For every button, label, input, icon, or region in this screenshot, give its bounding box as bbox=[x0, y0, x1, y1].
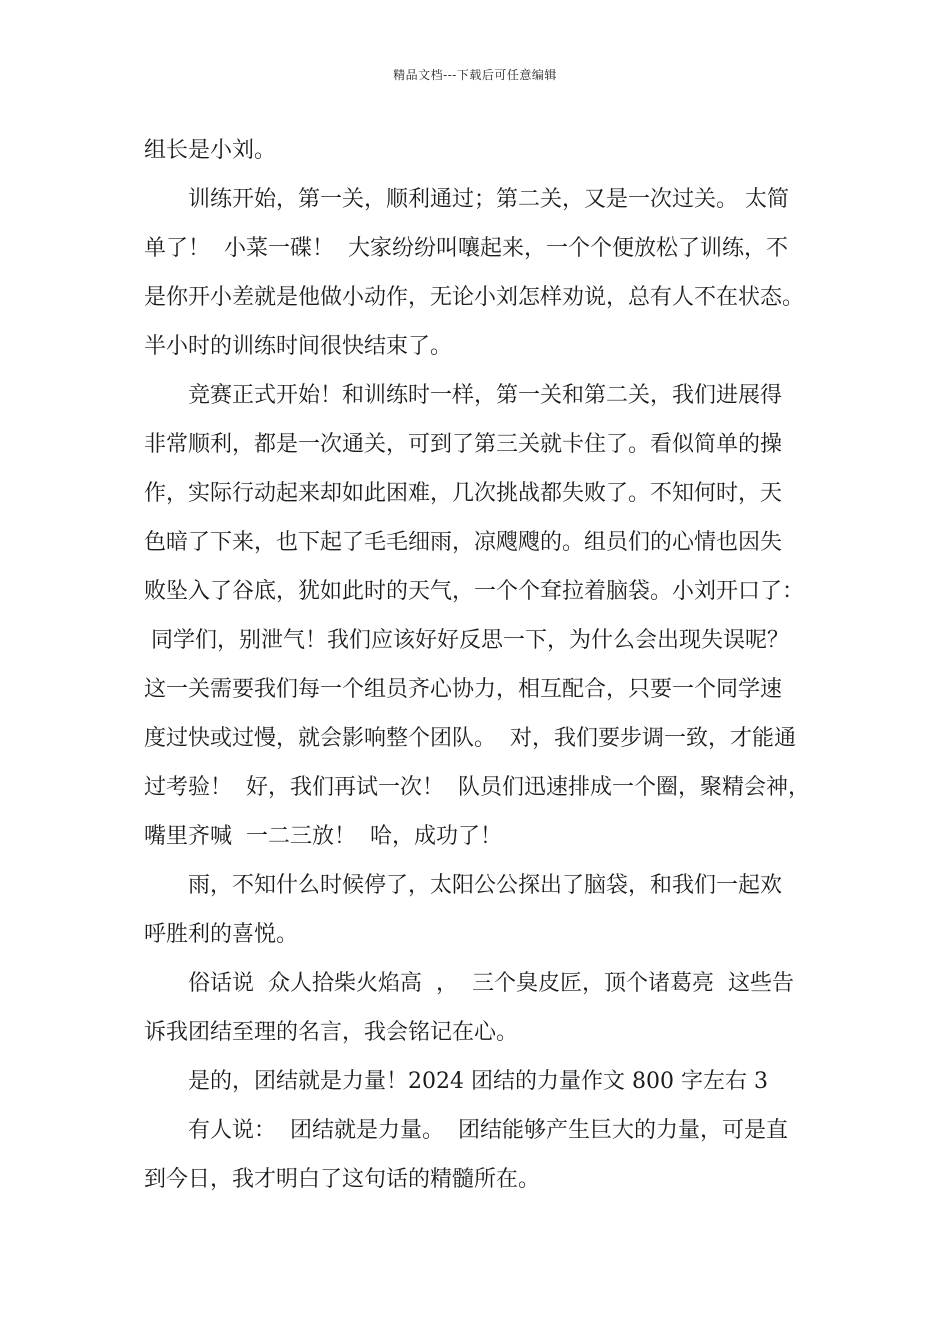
text-line: 诉我团结至理的名言，我会铭记在心。 bbox=[144, 1020, 519, 1045]
text-line: 俗话说 众人拾柴火焰高 ， 三个臭皮匠，顶个诸葛亮 这些告 bbox=[188, 971, 794, 996]
text-line: 非常顺利，都是一次通关，可到了第三关就卡住了。看似简单的操 bbox=[144, 432, 783, 457]
text-line: 半小时的训练时间很快结束了。 bbox=[144, 334, 453, 359]
text-line: 度过快或过慢，就会影响整个团队。 对，我们要步调一致，才能通 bbox=[144, 726, 796, 751]
text-line: 嘴里齐喊 一二三放！ 哈，成功了！ bbox=[144, 824, 502, 849]
text-line: 这一关需要我们每一个组员齐心协力，相互配合，只要一个同学速 bbox=[144, 677, 783, 702]
text-line: 雨，不知什么时候停了，太阳公公探出了脑袋，和我们一起欢 bbox=[188, 873, 783, 898]
text-line: 有人说： 团结就是力量。 团结能够产生巨大的力量，可是直 bbox=[188, 1118, 788, 1143]
text-line: 竞赛正式开始！和训练时一样，第一关和第二关，我们进展得 bbox=[188, 383, 783, 408]
page-header: 精品文档---下载后可任意编辑 bbox=[393, 68, 557, 82]
text-line: 组长是小刘。 bbox=[144, 138, 277, 163]
text-line: 单了！ 小菜一碟！ 大家纷纷叫嚷起来，一个个便放松了训练，不 bbox=[144, 236, 788, 261]
text-line: 同学们，别泄气！我们应该好好反思一下，为什么会出现失误呢？ bbox=[144, 628, 789, 653]
text-line: 到今日，我才明白了这句话的精髓所在。 bbox=[144, 1167, 541, 1192]
text-line: 败坠入了谷底，犹如此时的天气，一个个耷拉着脑袋。小刘开口了： bbox=[144, 579, 805, 604]
text-line: 色暗了下来，也下起了毛毛细雨，凉飕飕的。组员们的心情也因失 bbox=[144, 530, 783, 555]
text-line: 是你开小差就是他做小动作，无论小刘怎样劝说，总有人不在状态。 bbox=[144, 285, 805, 310]
text-line: 训练开始，第一关，顺利通过；第二关，又是一次过关。 太简 bbox=[188, 187, 789, 212]
document-body bbox=[144, 132, 824, 1210]
text-line: 过考验！ 好，我们再试一次！ 队员们迅速排成一个圈，聚精会神， bbox=[144, 775, 810, 800]
text-line: 是的，团结就是力量！2024 团结的力量作文 800 字左右 3 bbox=[188, 1069, 768, 1094]
text-line: 呼胜利的喜悦。 bbox=[144, 922, 299, 947]
text-line: 作，实际行动起来却如此困难，几次挑战都失败了。不知何时，天 bbox=[144, 481, 783, 506]
